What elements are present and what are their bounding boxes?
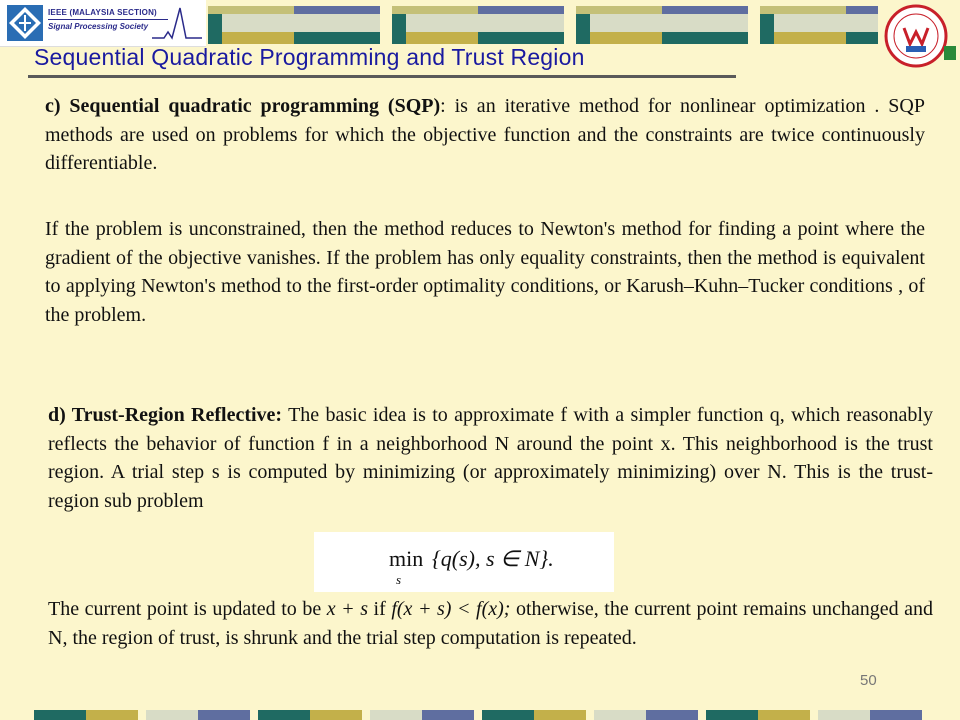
sqp-paragraph bbox=[45, 92, 925, 178]
cspa-circle-logo-icon bbox=[880, 2, 958, 72]
page-title: Sequential Quadratic Programming and Trust Region bbox=[34, 44, 585, 70]
unconstrained-paragraph: If the problem is unconstrained, then the method reduces to Newton's method for finding a point where the gradient of the objective vanishes. If the problem has only equality constraints, then the method is equivalent to applying Newton's method to the first-order optimality conditions, or Karush–Kuhn–Tucker conditions , of the problem. bbox=[45, 218, 925, 326]
update-paragraph bbox=[48, 595, 933, 652]
update-text-c: if bbox=[368, 598, 392, 620]
update-text-e: otherwise, the current point remains unchanged and N, the region of trust, is shrunk and the trial step computation is repeated. bbox=[48, 598, 934, 649]
signal-wave-icon bbox=[150, 2, 204, 42]
ieee-logo bbox=[0, 0, 206, 47]
trust-region-text: The basic idea is to approximate f with a simpler function q, which reasonably reflects the behavior of function f in a neighborhood N around the point x. This neighborhood is the trust region. A trial step s is computed by minimizing (or approximately minimizing) over N. This is the trust-region sub problem bbox=[48, 404, 933, 512]
formula-image bbox=[314, 532, 614, 592]
sqp-text: : is an iterative method for nonlinear optimization . SQP methods are used on problems for which the objective function and the constraints are twice continuously differentiable. bbox=[45, 95, 925, 174]
formula-min: min bbox=[389, 546, 424, 571]
update-text-a: The current point is updated to be bbox=[48, 598, 327, 620]
page-number: 50 bbox=[860, 672, 877, 689]
header-tile bbox=[208, 6, 380, 44]
trust-region-paragraph bbox=[48, 401, 933, 515]
title-underline bbox=[28, 75, 736, 78]
update-expr-x-plus-s: x + s bbox=[326, 598, 368, 620]
org-line2: Signal Processing Society bbox=[48, 22, 149, 31]
footer-strip bbox=[0, 710, 960, 720]
ieee-diamond-icon bbox=[6, 4, 44, 42]
header-tile bbox=[392, 6, 564, 44]
org-line1: IEEE (MALAYSIA SECTION) bbox=[48, 8, 157, 17]
formula-subscript: s bbox=[396, 572, 402, 587]
header-tile bbox=[576, 6, 748, 44]
formula-body: {q(s), s ∈ N}. bbox=[432, 546, 554, 571]
update-expr-condition: f(x + s) < f(x); bbox=[391, 598, 511, 620]
sqp-heading: c) Sequential quadratic programming (SQP) bbox=[45, 95, 441, 117]
trust-region-heading: d) Trust-Region Reflective: bbox=[48, 404, 283, 426]
header-tile bbox=[760, 6, 878, 44]
